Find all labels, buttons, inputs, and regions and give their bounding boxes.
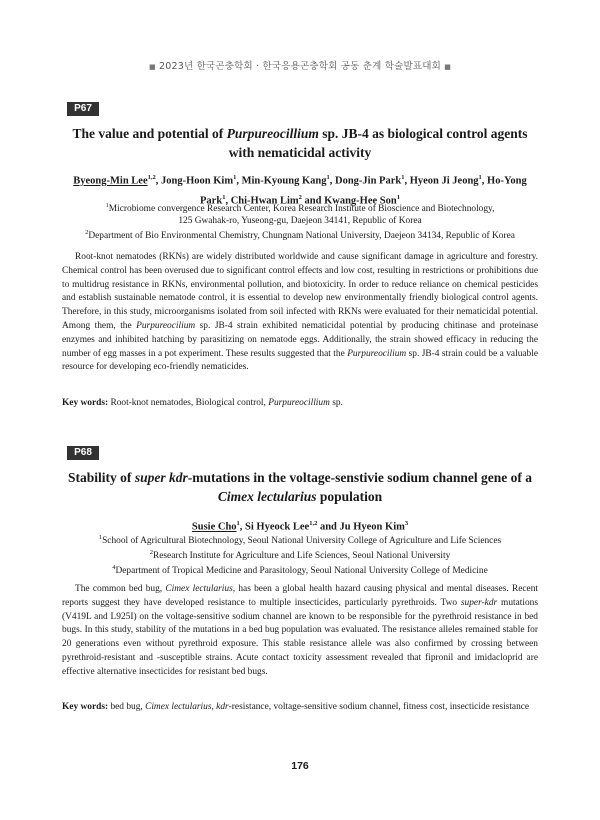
affiliation: $^2$Department of Bio Environmental Chemistry, Chungnam National University, Daejeon 34134, Republic of Korea — [85, 229, 515, 242]
poster-badge-p68: P68 — [67, 446, 99, 460]
conference-header-text: 2023년 한국곤충학회 · 한국응용곤충학회 공동 춘계 학술발표대회 — [159, 61, 441, 72]
p67-affiliations — [60, 200, 540, 242]
p68-title: Stability of super kdr-mutations in the voltage-senstivie sodium channel gene of a Cimex lectularius population — [68, 470, 532, 504]
author-name: Ju Hyeon Kim — [339, 521, 405, 533]
p68-authors: Susie Cho$^1$, Si Hyeock Lee$^{1,2}$ and Ju Hyeon Kim$^3$ — [191, 520, 409, 533]
affiliation: $^1$Microbiome convergence Research Center, Korea Research Institute of Bioscience and Biotechnology, — [105, 202, 495, 215]
author-name: Dong-Jin Park — [334, 175, 402, 187]
conference-header — [0, 58, 600, 72]
author-name: Ho-Yong Park — [200, 175, 527, 206]
p68-affiliations — [60, 532, 540, 577]
square-bullet-icon: ■ — [444, 63, 452, 71]
author-name: Chi-Hwan Lim — [230, 195, 299, 206]
affiliation-continued: 125 Gwahak-ro, Yuseong-gu, Daejeon 34141, Republic of Korea — [178, 216, 422, 227]
poster-badge-p67: P67 — [67, 102, 99, 116]
p67-abstract: Root-knot nematodes (RKNs) are widely distributed worldwide and cause significant damage in agriculture and forestry. Chemical control has been overused due to significant control effects and low cost, resulting in restrictions or prohibitions due to multidrug resistance in RKNs, environmental pollution, and biotoxicity. In order to reduce reliance on chemical pesticides and establish sustainable nematode control, it is essential to develop new environmentally friendly biological control agents. Therefore, in this study, microorganisms isolated from soil infected with RKNs were evaluated for their nematicidal potential. Among them, the Purpureocilium sp. JB-4 strain exhibited nematicidal potential by producing chitinase and proteinase enzymes and inhibited hatching by parasitizing on nematode eggs. Additionally, the strain showed efficacy in reducing the number of egg masses in a pot experiment. These results suggested that the Purpureocilium sp. JB-4 strain could be a valuable resource for developing eco-friendly nematicides. — [62, 252, 539, 373]
p67-title: The value and potential of Purpureocillium sp. JB-4 as biological control agents with nematicidal activity — [72, 126, 528, 160]
author-name: Si Hyeock Lee — [245, 521, 310, 533]
p67-authors: Byeong-Min Lee$^{1,2}$, Jong-Hoon Kim$^1$, Min-Kyoung Kang$^1$, Dong-Jin Park$^1$, Hyeon Ji Jeong$^1$, Ho-Yong Park$^1$, Chi-Hwan Lim$^2$ and Kwang-Hee Son$^1$ — [73, 174, 527, 206]
affiliation: $^4$Department of Tropical Medicine and Parasitology, Seoul National University College of Medicine — [112, 564, 488, 577]
affiliation: $^1$School of Agricultural Biotechnology, Seoul National University College of Agriculture and Life Sciences — [98, 534, 502, 547]
p68-keywords: Key words: bed bug, Cimex lectularius, kdr-resistance, voltage-sensitive sodium channel, fitness cost, insecticide resistance — [62, 702, 530, 712]
square-bullet-icon: ■ — [148, 63, 156, 71]
page-number: 176 — [291, 760, 309, 772]
author-name: Kwang-Hee Son — [324, 195, 397, 206]
author-name: Susie Cho — [191, 521, 237, 533]
author-name: Jong-Hoon Kim — [161, 175, 234, 187]
p67-keywords: Key words: Root-knot nematodes, Biological control, Purpureocillium sp. — [62, 398, 343, 408]
author-name: Byeong-Min Lee — [73, 175, 148, 187]
author-name: Hyeon Ji Jeong — [409, 175, 479, 187]
affiliation: $^2$Research Institute for Agriculture and Life Sciences, Seoul National University — [149, 549, 451, 562]
author-name: Min-Kyoung Kang — [241, 175, 327, 187]
p68-abstract: The common bed bug, Cimex lectularius, has been a global health hazard causing physical and mental diseases. Recent reports suggest they have developed resistance to multiple insecticides, particularly pyrethroids. Two super-kdr mutations (V419L and L925I) on the voltage-sensitive sodium channel are known to be responsible for the pyrethroid resistance in bed bugs. In this study, stability of the mutations in a bed bug population was evaluated. The resistance alleles remained stable for 20 generations even without pyrethroid exposure. This stable resistance allele was also confirmed by crossing between pyrethroid-resistant and -susceptible strains. Acute contact toxicity assessment revealed that fipronil and imidacloprid are effective alternative insecticides for resistant bed bugs. — [62, 584, 538, 677]
